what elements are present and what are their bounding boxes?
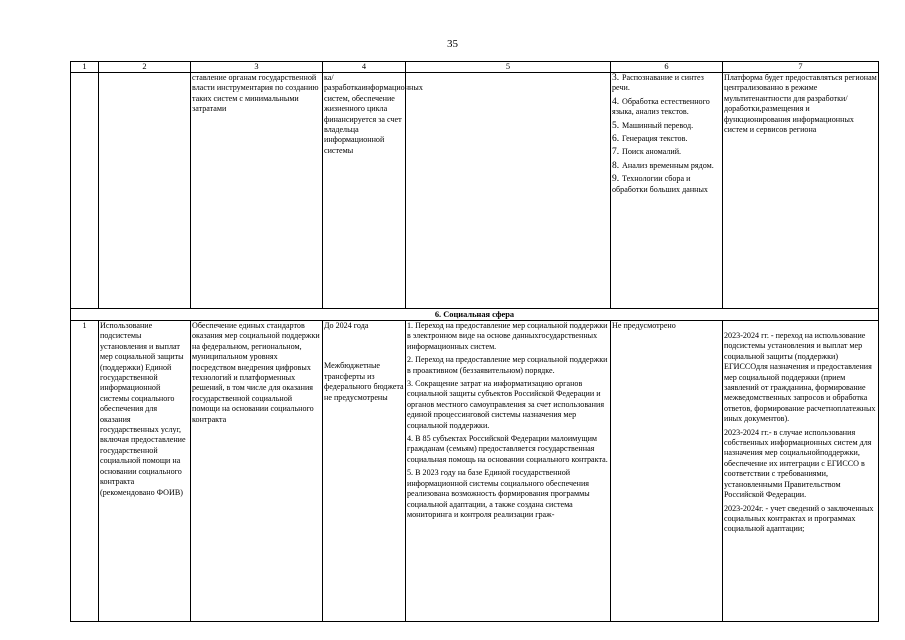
- continued-row: [71, 73, 879, 309]
- col-header-7: 7: [723, 62, 879, 73]
- result-item: 1. Переход на предоставление мер социальной поддержки в электронном виде на основе данныхгосударственных информационных систем.: [407, 321, 608, 351]
- tech-list-item: 7. Поиск аномалий.: [612, 147, 682, 158]
- measure-goal: Обеспечение единых стандартов оказания мер социальной поддержки на федеральном, региональном, муниципальном уровнях посредством внедрения цифровых технологий и платформенных решений, в том числе для оказания государственной социальной помощи на основании социального контракта: [191, 321, 323, 622]
- col-header-3: 3: [191, 62, 323, 73]
- col-header-5: 5: [406, 62, 611, 73]
- cont-cell-2: [99, 73, 191, 309]
- col-header-1: 1: [71, 62, 99, 73]
- table-row: [71, 321, 879, 622]
- expected-results-cell: [406, 321, 611, 622]
- plan-table: [70, 61, 879, 622]
- row-number: 1: [71, 321, 99, 622]
- tech-list-item: 4. Обработка естественного языка, анализ текстов.: [612, 96, 710, 117]
- timeline-item: 2023-2024 гг. - переход на использование подсистемы установления и выплат мер социальной защиты (поддержки) ЕГИССОдля назначения и предоставления мер социальной поддержки (прием заявлений от гражданина, формирование межведомственных запросов и обработка ответов, формирование расчетноплатежных иных документов).: [724, 331, 876, 424]
- tech-cell: Не предусмотрено: [611, 321, 723, 622]
- timeline-item: 2023-2024 гг.- в случае использования собственных информационных систем для назначения мер социальнойподдержки, обеспечение их интеграции с ЕГИССО в соответствии с требованиями, установленными Правительством Российской Федерации.: [724, 427, 872, 500]
- tech-list-item: 6. Генерация текстов.: [612, 134, 688, 145]
- cont-cell-3: ставление органам государственной власти инструментария по созданию таких систем с минимальными затратами: [191, 73, 323, 309]
- measure-deadline-cell: [323, 321, 406, 622]
- tech-list-item: 3. Распознавание и синтез речи.: [612, 73, 704, 93]
- tech-list-item: 8. Анализ временным рядом.: [612, 160, 714, 171]
- tech-list-item: 5. Машинный перевод.: [612, 120, 694, 131]
- section-row: [71, 309, 879, 321]
- column-number-row: [71, 62, 879, 73]
- col-header-4: 4: [323, 62, 406, 73]
- section-title: 6. Социальная сфера: [71, 309, 879, 321]
- cont-cell-1: [71, 73, 99, 309]
- result-item: 4. В 85 субъектах Российской Федерации малоимущим гражданам (семьям) предоставляется государственная социальная помощь на основании социального контракта.: [407, 434, 608, 464]
- cont-cell-4: ка/разработкаинформационных систем, обеспечение жизненного цикла финансируется за счет владельца информационной системы: [323, 73, 406, 309]
- col-header-6: 6: [611, 62, 723, 73]
- result-item: 2. Переход на предоставление мер социальной поддержки в проактивном (беззаявительном) порядке.: [407, 355, 608, 375]
- cont-cell-6: [611, 73, 723, 309]
- funding-text: Межбюджетные трансферты из федерального бюджета не предусмотрены: [324, 361, 404, 402]
- result-item: 3. Сокращение затрат на информатизацию органов социальной защиты субъектов Российской Федерации и органов местного самоуправления за счет использования единой процессинговой системы назначения мер социальной поддержки.: [407, 379, 605, 430]
- measure-name: Использование подсистемы установления и выплат мер социальной защиты (поддержки) Единой государственной информационной системы социального обеспечения для оказания государственных услуг, включая предоставление государственной социальной помощи на основании социального контракта (рекомендовано ФОИВ): [99, 321, 191, 622]
- tech-list-item: 9. Технологии сбора и обработки больших данных: [612, 174, 708, 194]
- page-number: 35: [447, 38, 458, 50]
- cont-cell-7: Платформа будет предоставляться регионам централизованно в режиме мультитенантности для разработки/доработки,размещения и функционирования информационных систем и сервисов региона: [723, 73, 879, 309]
- timeline-cell: [723, 321, 879, 622]
- deadline-text: До 2024 года: [324, 321, 369, 330]
- col-header-2: 2: [99, 62, 191, 73]
- result-item: 5. В 2023 году на базе Единой государственной информационной системы социального обеспечения реализована возможность формирования программы социальной адаптации, а также создана система мониторинга и контроля реализации граж-: [407, 468, 590, 519]
- cont-cell-5: [406, 73, 611, 309]
- timeline-item: 2023-2024г. - учет сведений о заключенных социальных контрактах и программах социальной адаптации;: [724, 503, 874, 534]
